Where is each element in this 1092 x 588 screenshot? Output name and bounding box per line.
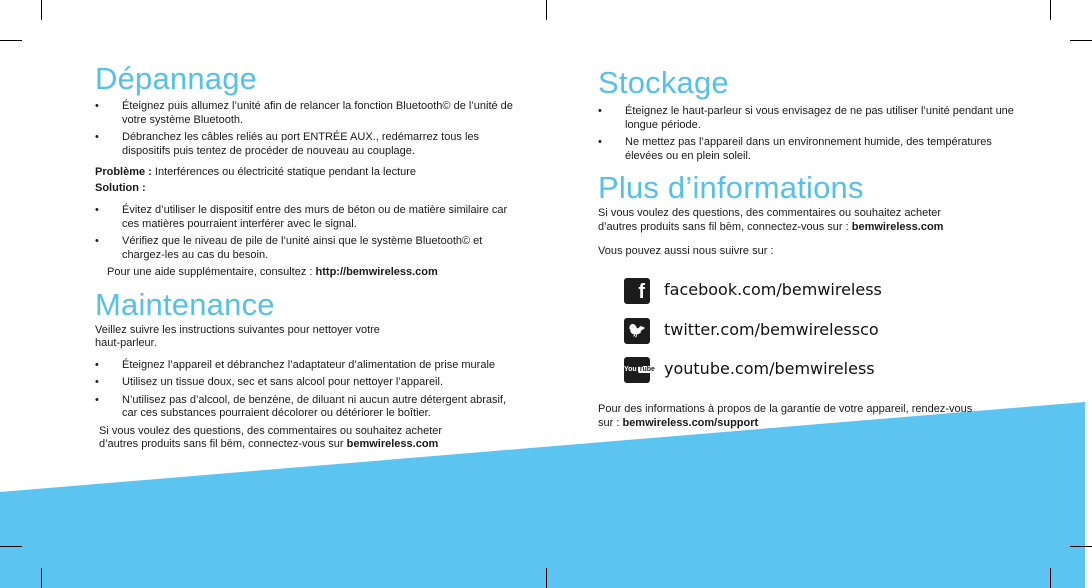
crop-mark [0,546,22,547]
right-column [598,66,1018,259]
crop-mark [41,0,42,20]
twitter-icon: 🐦 [624,318,650,344]
warranty-line1: Pour des informations à propos de la garantie de votre appareil, rendez-vous [598,403,973,415]
crop-mark [546,568,547,588]
crop-mark [41,568,42,588]
crop-mark [1050,568,1051,588]
list-item: • Éteignez l’appareil et débranchez l’adaptateur d’alimentation de prise murale [95,359,515,373]
warranty-link[interactable]: bemwireless.com/support [622,416,759,429]
probleme-line [95,166,515,180]
maintenance-contact [95,425,515,452]
crop-mark [1050,0,1051,20]
list-item: • Évitez d’utiliser le dispositif entre des murs de béton ou de matière similaire car ces matières pourraient interférer avec le signal. [95,204,515,231]
facebook-icon: f [624,278,650,304]
infos-contact-link[interactable]: bemwireless.com [851,220,944,233]
maintenance-contact-line1: Si vous voulez des questions, des commentaires ou souhaitez acheter [99,424,443,437]
maintenance-title: Maintenance [95,286,275,322]
warranty-line2: sur : [598,416,620,429]
solution-list [95,204,515,262]
depannage-list [95,100,515,158]
social-facebook[interactable] [624,278,924,306]
infos-contact-line2: d’autres produits sans fil bēm, connectez-vous sur : [598,220,849,233]
solution-label [95,182,515,196]
crop-mark [1070,546,1092,547]
list-item: • Éteignez le haut-parleur si vous envisagez de ne pas utiliser l’unité pendant une longue période. [598,105,1018,132]
infos-contact-line1: Si vous voulez des questions, des commentaires ou souhaitez acheter [598,207,942,219]
maintenance-intro-line1: Veillez suivre les instructions suivantes pour nettoyer votre [95,323,380,336]
warranty-block [598,403,1038,430]
infos-title: Plus d’informations [598,170,864,205]
maintenance-contact-link[interactable]: bemwireless.com [346,438,439,450]
help-line [95,266,515,280]
probleme-label: Problème : [95,166,152,178]
crop-mark [1070,40,1092,41]
list-item: • N’utilisez pas d’alcool, de benzène, de diluant ni aucun autre détergent abrasif, car ces substances pourraient décolorer ou détériorer le boîtier. [95,394,515,421]
solution-label-text: Solution : [95,181,146,194]
probleme-text: Interférences ou électricité statique pendant la lecture [154,166,417,178]
facebook-link[interactable]: facebook.com/bemwireless [664,280,882,299]
list-item: • Éteignez puis allumez l’unité afin de relancer la fonction Bluetooth© de l’unité de votre système Bluetooth. [95,100,515,127]
stockage-title: Stockage [598,65,729,100]
infos-contact [598,207,1018,234]
list-item: • Utilisez un tissue doux, sec et sans alcool pour nettoyer l’appareil. [95,376,515,390]
crop-mark [0,40,22,41]
warranty-text [598,403,1038,430]
left-column [95,62,515,452]
list-item: • Débranchez les câbles reliés au port ENTRÉE AUX., redémarrez tous les dispositifs puis tentez de procéder de nouveau au couplage. [95,131,515,158]
depannage-title: Dépannage [95,61,258,96]
social-twitter[interactable] [624,318,924,346]
maintenance-contact-line2: d’autres produits sans fil bēm, connectez-vous sur [99,438,344,450]
maintenance-intro-line2: haut-parleur. [95,337,157,349]
list-item: • Ne mettez pas l’appareil dans un environnement humide, des températures élevées ou en plein soleil. [598,136,1018,163]
twitter-link[interactable]: twitter.com/bemwirelessco [664,320,879,339]
youtube-link[interactable]: youtube.com/bemwireless [664,359,875,378]
social-youtube[interactable] [624,357,924,385]
stockage-list [598,105,1018,163]
follow-text: Vous pouvez aussi nous suivre sur : [598,245,774,257]
maintenance-intro [95,324,515,351]
help-text: Pour une aide supplémentaire, consultez : [107,266,313,278]
maintenance-list [95,359,515,421]
crop-mark [546,0,547,20]
list-item: • Vérifiez que le niveau de pile de l’unité ainsi que le système Bluetooth© et chargez-les au cas du besoin. [95,235,515,262]
help-link[interactable]: http://bemwireless.com [315,266,438,278]
youtube-icon: You Tube [624,357,650,383]
